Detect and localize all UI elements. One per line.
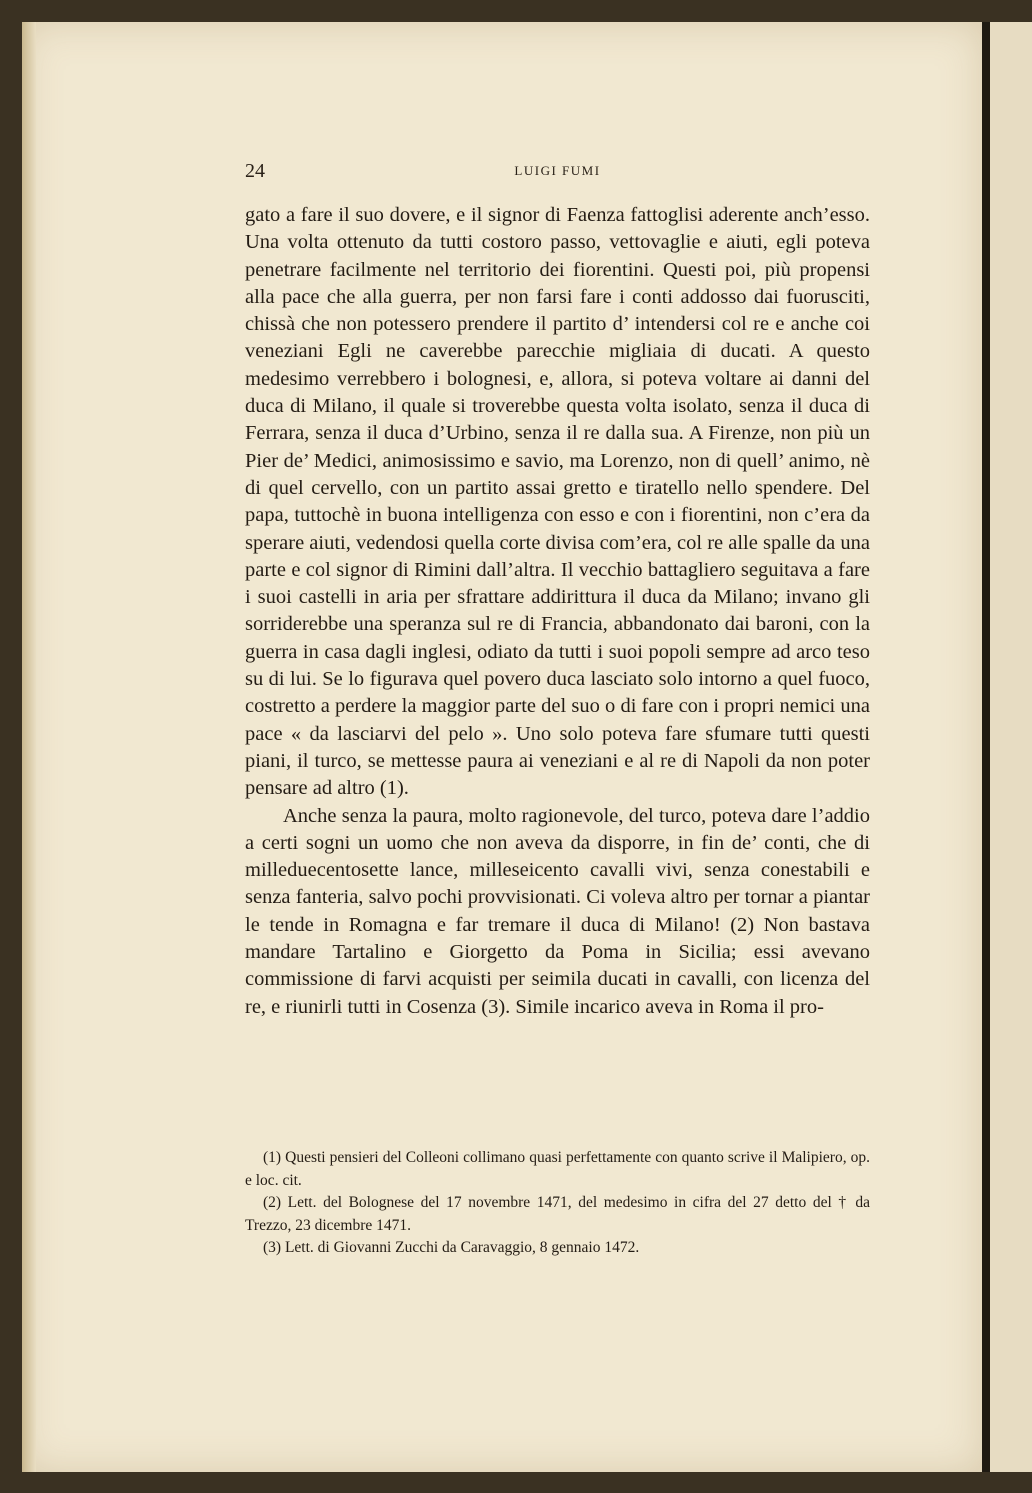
page-gutter bbox=[982, 22, 990, 1472]
paragraph-2: Anche senza la paura, molto ragionevole, del turco, poteva dare l’addio a certi sogni un uomo che non aveva da disporre, in fin de’ conti, che di milleduecentosette lance, milleseicento cavalli vivi, senza conestabili e senza fanteria, salvo pochi provvisionati. Ci voleva altro per tornar a piantar le tende in Romagna e far tremare il duca di Milano! (2) Non bastava mandare Tartalino e Giorgetto da Poma in Sicilia; essi avevano commissione di farvi acquisti per seimila ducati in cavalli, con licenza del re, e riunirli tutti in Cosenza (3). Simile incarico aveva in Roma il pro- bbox=[245, 804, 870, 1018]
facing-page-edge bbox=[990, 22, 1032, 1472]
footnote-2: (2) Lett. del Bolognese del 17 novembre 1471, del medesimo in cifra del 27 detto del † da Trezzo, 23 dicembre 1471. bbox=[245, 1194, 870, 1234]
paragraph-1: gato a fare il suo dovere, e il signor di Faenza fattoglisi aderente anch’esso. Una volta ottenuto da tutti costoro passo, vettovaglie e aiuti, egli poteva penetrare facilmente nel territorio dei fiorentini. Questi poi, più propensi alla pace che alla guerra, per non farsi fare i conti addosso dai fuorusciti, chissà che non potessero prendere il partito d’ intendersi col re e anche coi veneziani Egli ne caverebbe parecchie migliaia di ducati. A questo medesimo verrebbero i bolognesi, e, allora, si poteva voltare ai danni del duca di Milano, il quale si troverebbe questa volta isolato, senza il duca di Ferrara, senza il duca d’Urbino, senza il re dalla sua. A Firenze, non più un Pier de’ Medici, animosissimo e savio, ma Lorenzo, non di quell’ animo, nè di quel cervello, con un partito assai gretto e tiratello nello spendere. Del papa, tuttochè in buona intelligenza con esso e con i fiorentini, non c’era da sperare aiuti, vedendosi quella corte divisa com’era, col re alle spalle da una parte e col signor di Rimini dall’altra. Il vecchio battagliero seguitava a fare i suoi castelli in aria per sfrattare addirittura il duca da Milano; invano gli sorriderebbe una speranza sul re di Francia, abbandonato dai baroni, con la guerra in casa dagli inglesi, odiato da tutti i suoi popoli sempre ad arco teso su di lui. Se lo figurava quel povero duca lasciato solo intorno a quel fuoco, costretto a perdere la maggior parte del suo o di fare con i propri nemici una pace « da lasciarvi del pelo ». Uno solo poteva fare sfumare tutti questi piani, il turco, se mettesse paura ai veneziani e al re di Napoli da non poter pensare ad altro (1). bbox=[245, 204, 870, 800]
page-number: 24 bbox=[245, 160, 265, 182]
footnote-3: (3) Lett. di Giovanni Zucchi da Caravaggio, 8 gennaio 1472. bbox=[263, 1239, 640, 1256]
main-text bbox=[245, 202, 870, 1021]
page-header bbox=[245, 160, 870, 188]
running-head: LUIGI FUMI bbox=[514, 163, 601, 178]
footnotes bbox=[245, 1147, 870, 1260]
page-left-edge bbox=[22, 22, 36, 1472]
footnote-1: (1) Questi pensieri del Colleoni collimano quasi perfettamente con quanto scrive il Malipiero, op. e loc. cit. bbox=[245, 1149, 870, 1189]
